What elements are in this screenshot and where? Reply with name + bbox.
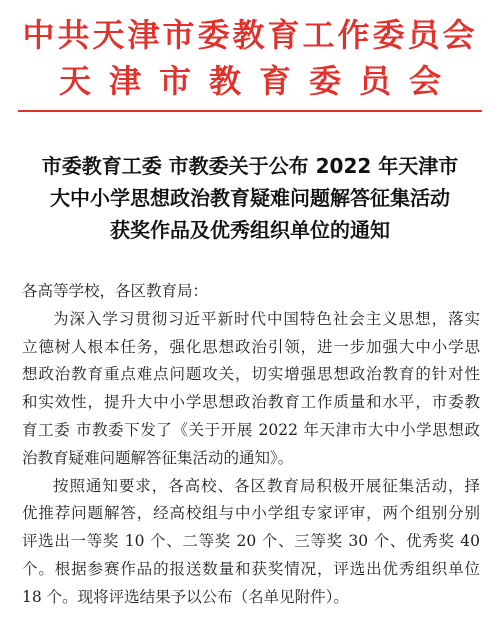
title-line: 获奖作品及优秀组织单位的通知 xyxy=(110,218,390,242)
document-title xyxy=(0,150,500,246)
paragraph-background xyxy=(22,306,480,473)
paragraph-line: 优推荐问题解答，经高校组与中小学组专家评审，两个组别分别 xyxy=(22,504,480,523)
paragraph-line: 立德树人根本任务，强化思想政治引领，进一步加强大中小学思 xyxy=(22,337,480,356)
salutation: 各高等学校，各区教育局： xyxy=(22,282,209,300)
title-line: 大中小学思想政治教育疑难问题解答征集活动 xyxy=(50,186,450,210)
document-body xyxy=(22,278,480,612)
paragraph-results xyxy=(22,473,480,612)
header-issuer-education-commission: 天津市教育委员会 xyxy=(58,62,459,100)
header-divider xyxy=(18,110,482,112)
paragraph-line: 和实效性，提升大中小学思想政治教育工作质量和水平，市委教 xyxy=(22,393,480,412)
paragraph-line: 按照通知要求，各高校、各区教育局积极开展征集活动，择 xyxy=(53,476,480,495)
paragraph-line: 想政治教育重点难点问题攻关，切实增强思想政治教育的针对性 xyxy=(22,365,480,384)
paragraph-line: 18 个。现将评选结果予以公布（名单见附件）。 xyxy=(22,587,349,606)
header-issuer-party-committee: 中共天津市委教育工作委员会 xyxy=(22,16,478,54)
paragraph-line: 评选出一等奖 10 个、二等奖 20 个、三等奖 30 个、优秀奖 40 xyxy=(22,532,480,551)
paragraph-line: 为深入学习贯彻习近平新时代中国特色社会主义思想，落实 xyxy=(53,309,480,328)
title-line: 市委教育工委 市教委关于公布 2022 年天津市 xyxy=(41,154,459,178)
paragraph-line: 育工委 市教委下发了《关于开展 2022 年天津市大中小学思想政 xyxy=(22,420,480,439)
paragraph-line: 个。根据参赛作品的报送数量和获奖情况，评选出优秀组织单位 xyxy=(22,559,480,578)
paragraph-line: 治教育疑难问题解答征集活动的通知》。 xyxy=(22,448,294,467)
